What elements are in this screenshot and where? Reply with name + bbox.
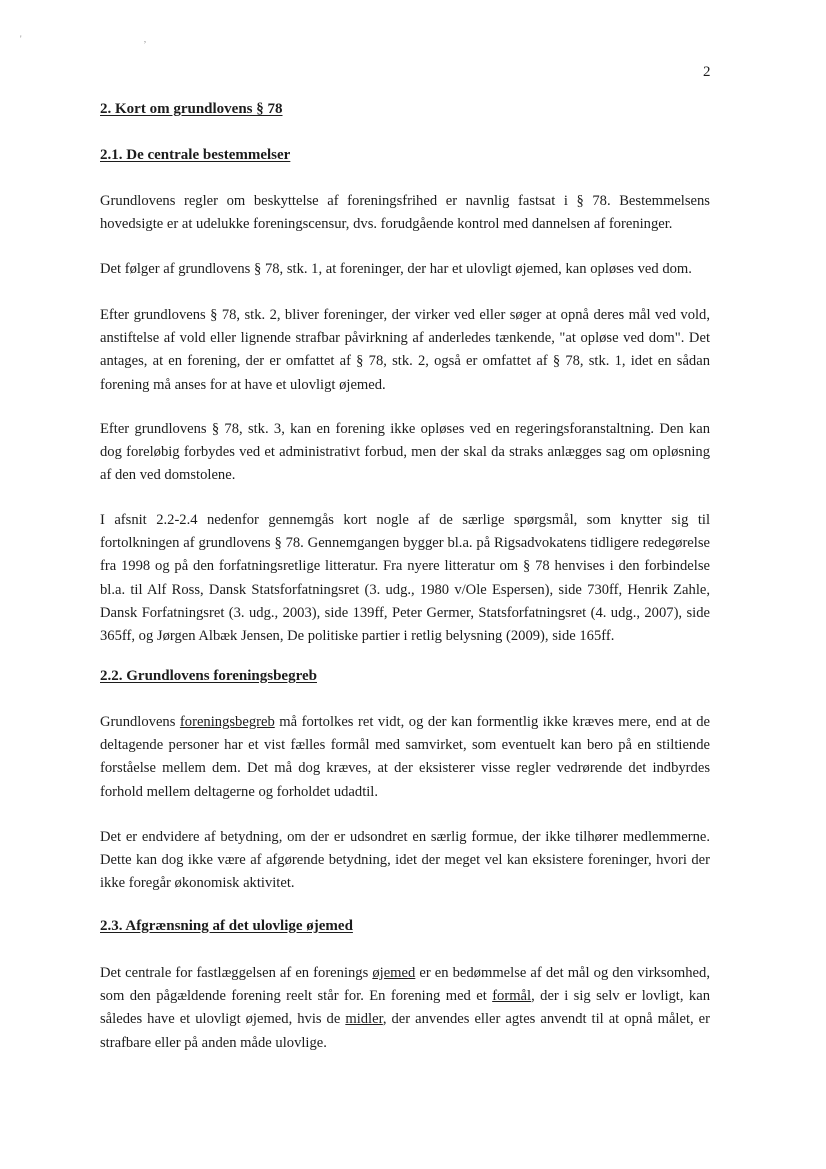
heading-section-2-2: 2.2. Grundlovens foreningsbegreb xyxy=(100,668,317,684)
term-formal: formål xyxy=(492,988,532,1005)
paragraph-6 xyxy=(100,711,710,804)
heading-section-2: 2. Kort om grundlovens § 78 xyxy=(100,101,283,117)
paragraph-8-text-b: er en bedømmelse af det mål og den virksomhed, som den pågældende forening reelt står for. En forening med et xyxy=(100,965,710,1005)
heading-section-2-3: 2.3. Afgrænsning af det ulovlige øjemed xyxy=(100,918,353,934)
paragraph-5: I afsnit 2.2-2.4 nedenfor gennemgås kort nogle af de særlige spørgsmål, som knytter sig til fortolkningen af grundlovens § 78. Gennemgangen bygger bl.a. på Rigsadvokatens tidligere redegørelse fra 1998 og på den forfatningsretlige litteratur. Fra nyere litteratur om § 78 henvises i den forbindelse bl.a. til Alf Ross, Dansk Statsforfatningsret (3. udg., 1980 v/Ole Espersen), side 730ff, Henrik Zahle, Dansk Forfatningsret (3. udg., 2003), side 139ff, Peter Germer, Statsforfatningsret (4. udg., 2007), side 365ff, og Jørgen Albæk Jensen, De politiske partier i retlig belysning (2009), side 165ff. xyxy=(100,512,710,645)
paragraph-8-text-d: , der anvendes eller agtes anvendt til at opnå målet, er strafbare eller på anden måde ulovlige. xyxy=(100,1011,711,1051)
scan-specks: ' , xyxy=(20,34,207,44)
term-foreningsbegreb: foreningsbegreb xyxy=(179,714,275,730)
paragraph-2: Det følger af grundlovens § 78, stk. 1, at foreninger, der har et ulovligt øjemed, kan opløses ved dom. xyxy=(100,261,692,277)
paragraph-8-text-a: Det centrale for fastlæggelsen af en forenings xyxy=(100,965,373,981)
paragraph-8 xyxy=(100,962,710,1055)
page-number: 2 xyxy=(703,64,711,80)
paragraph-7: Det er endvidere af betydning, om der er udsondret en særlig formue, der ikke tilhører medlemmerne. Dette kan dog ikke være af afgørende betydning, idet der meget vel kan eksistere foreninger, hvori der ikke foregår økonomisk aktivitet. xyxy=(100,829,710,892)
paragraph-4: Efter grundlovens § 78, stk. 3, kan en forening ikke opløses ved en regeringsforanstaltning. Den kan dog foreløbig forbydes ved et administrativt forbud, men der skal da straks anlægges sag om opløsning af den ved domstolene. xyxy=(100,421,710,484)
heading-section-2-1: 2.1. De centrale bestemmelser xyxy=(100,147,291,163)
paragraph-6-text-b: må fortolkes ret vidt, og der kan formentlig ikke kræves mere, end at de deltagende personer har et vist fælles formål med samvirket, som eventuelt kan bero på en stiltiende forståelse mellem dem. Det må dog kræves, at der eksisterer visse regler vedrørende det indbyrdes forhold mellem deltagerne og forholdet udadtil. xyxy=(100,714,711,800)
paragraph-1: Grundlovens regler om beskyttelse af foreningsfrihed er navnlig fastsat i § 78. Bestemmelsens hovedsigte er at udelukke foreningscensur, dvs. forudgående kontrol med dannelsen af foreninger. xyxy=(100,193,710,233)
paragraph-8-text-c: , der i sig selv er lovligt, kan således have et ulovligt øjemed, hvis de xyxy=(100,988,710,1028)
term-ojemed: øjemed xyxy=(372,965,416,981)
term-midler: midler xyxy=(345,1011,383,1028)
paragraph-3: Efter grundlovens § 78, stk. 2, bliver foreninger, der virker ved eller søger at opnå deres mål ved vold, anstiftelse af vold eller lignende strafbar påvirkning af anderledes tænkende, "at opløse ved dom". Det antages, at en forening, der er omfattet af § 78, stk. 2, også er omfattet af § 78, stk. 1, idet en sådan forening må anses for at have et ulovligt øjemed. xyxy=(100,307,710,393)
paragraph-6-text-a: Grundlovens xyxy=(100,714,180,730)
